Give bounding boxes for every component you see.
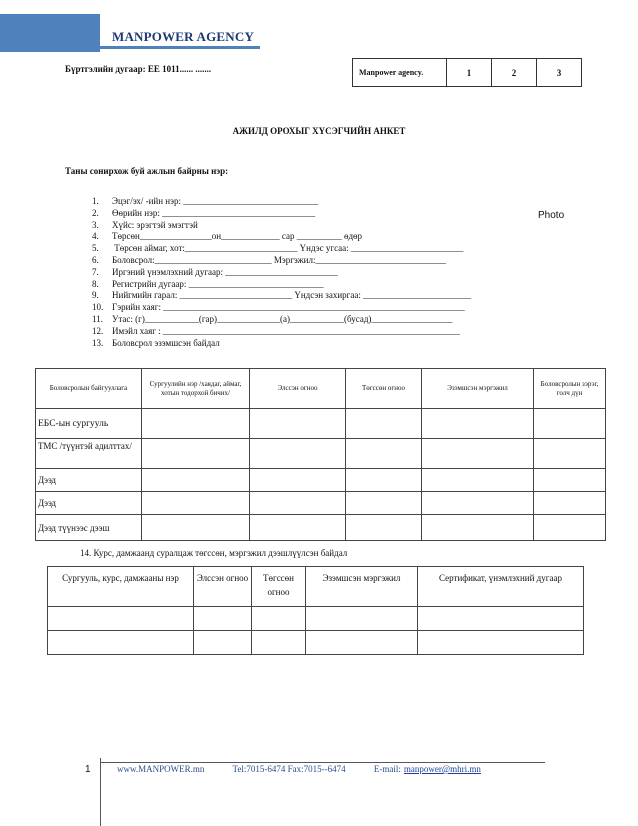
course-header-name: Сургууль, курс, дамжааны нэр xyxy=(48,567,194,607)
course-cell[interactable] xyxy=(194,631,252,655)
edu-row-label: Дээд xyxy=(36,492,142,515)
edu-cell[interactable] xyxy=(346,439,422,469)
agency-name: MANPOWER AGENCY xyxy=(112,29,255,44)
edu-cell[interactable] xyxy=(534,469,606,492)
form-title: АЖИЛД ОРОХЫГ ХҮСЭГЧИЙН АНКЕТ xyxy=(232,126,406,136)
edu-cell[interactable] xyxy=(142,439,250,469)
edu-row-label: Дээд xyxy=(36,469,142,492)
course-cell[interactable] xyxy=(252,631,306,655)
course-header-certificate: Сертификат, үнэмлэхний дугаар xyxy=(418,567,584,607)
field-education-status: 13. Боловсрол эзэмшсэн байдал xyxy=(92,337,220,348)
table-row xyxy=(36,492,606,515)
registration-number: Бүртгэлийн дугаар: ЕЕ 1011...... ....... xyxy=(65,64,212,74)
table-row xyxy=(36,469,606,492)
field-id-card[interactable]: 7. Иргэний үнэмлэхний дугаар: _________________________ xyxy=(92,266,338,277)
edu-header-profession: Эзэмшсэн мэргэжил xyxy=(422,369,534,409)
education-table xyxy=(35,368,606,541)
field-phone[interactable]: 11. Утас: (г)____________(гар)______________(а)____________(бусад)__________________ xyxy=(92,313,453,324)
page-number: 1 xyxy=(85,764,91,775)
edu-cell[interactable] xyxy=(346,409,422,439)
field-gender[interactable]: 3. Хүйс: эрэгтэй эмэгтэй xyxy=(92,219,198,230)
footer-website[interactable]: www.MANPOWER.mn xyxy=(117,764,205,774)
stamp-cell-3: 3 xyxy=(537,59,582,87)
edu-cell[interactable] xyxy=(250,439,346,469)
edu-header-enrolled: Элссэн огноо xyxy=(250,369,346,409)
field-education[interactable]: 6. Боловсрол:__________________________ Мэргэжил:_____________________________ xyxy=(92,254,446,265)
stamp-cell-1: 1 xyxy=(447,59,492,87)
field-social-origin[interactable]: 9. Нийгмийн гарал: _________________________ Үндсэн захиргаа: ________________________ xyxy=(92,290,472,301)
edu-header-school-name: Сургуулийн нэр /хаядаг, аймаг, хотын тодорхой бичих/ xyxy=(142,369,250,409)
field-own-name[interactable]: 2. Өөрийн нэр: __________________________________ xyxy=(92,207,316,218)
courses-table xyxy=(47,566,584,655)
edu-cell[interactable] xyxy=(142,469,250,492)
edu-row-label: Дээд түүнээс дээш xyxy=(36,515,142,541)
edu-cell[interactable] xyxy=(534,492,606,515)
courses-heading: 14. Курс, дамжаанд суралцаж төгссөн, мэргэжил дээшлүүлсэн байдал xyxy=(80,548,348,558)
field-register-number[interactable]: 8. Регистрийн дугаар: ______________________________ xyxy=(92,278,324,289)
edu-cell[interactable] xyxy=(422,492,534,515)
job-interest-label: Таны сонирхож буй ажлын байрны нэр: xyxy=(65,166,229,176)
footer-email-label: E-mail: xyxy=(373,764,401,774)
edu-cell[interactable] xyxy=(250,492,346,515)
edu-row-label: ЕБС-ын сургууль xyxy=(36,409,142,439)
edu-cell[interactable] xyxy=(142,492,250,515)
course-cell[interactable] xyxy=(48,631,194,655)
edu-header-graduated: Төгссөн огноо xyxy=(346,369,422,409)
edu-cell[interactable] xyxy=(346,469,422,492)
footer-divider xyxy=(100,762,545,763)
header-accent-line xyxy=(100,46,260,49)
edu-cell[interactable] xyxy=(250,515,346,541)
edu-cell[interactable] xyxy=(534,409,606,439)
field-birthplace[interactable]: 5. Төрсөн аймаг, хот:_________________________ Үндэс угсаа: _________________________ xyxy=(92,243,464,254)
course-cell[interactable] xyxy=(418,607,584,631)
table-row xyxy=(36,439,606,469)
table-row xyxy=(36,515,606,541)
table-row xyxy=(36,409,606,439)
edu-cell[interactable] xyxy=(142,409,250,439)
stamp-table xyxy=(352,58,582,87)
edu-row-label: ТМС /түүнтэй адилттах/ xyxy=(36,439,142,469)
table-row xyxy=(48,631,584,655)
footer-email-link[interactable]: manpower@mhri.mn xyxy=(403,764,481,774)
field-father-name[interactable]: 1. Эцэг/эх/ -ийн нэр: ______________________________ xyxy=(92,196,319,206)
course-header-graduated: Төгссөн огноо xyxy=(252,567,306,607)
edu-cell[interactable] xyxy=(422,515,534,541)
field-email[interactable]: 12. Имэйл хаяг : __________________________________________________________________ xyxy=(92,325,460,336)
footer-phone: Tel:7015-6474 Fax:7015--6474 xyxy=(232,764,346,774)
edu-cell[interactable] xyxy=(534,439,606,469)
photo-placeholder: Photo xyxy=(538,210,565,221)
edu-cell[interactable] xyxy=(346,515,422,541)
course-cell[interactable] xyxy=(418,631,584,655)
edu-cell[interactable] xyxy=(250,409,346,439)
stamp-cell-2: 2 xyxy=(492,59,537,87)
course-cell[interactable] xyxy=(306,607,418,631)
course-header-enrolled: Элссэн огноо xyxy=(194,567,252,607)
edu-header-institution: Боловсролын байгууллага xyxy=(36,369,142,409)
field-birth-date[interactable]: 4. Төрсөн________________он_____________ сар __________ өдөр xyxy=(92,231,363,242)
course-cell[interactable] xyxy=(252,607,306,631)
edu-cell[interactable] xyxy=(422,409,534,439)
field-home-address[interactable]: 10. Гэрийн хаяг: ___________________________________________________________________ xyxy=(92,302,465,313)
course-cell[interactable] xyxy=(48,607,194,631)
edu-cell[interactable] xyxy=(346,492,422,515)
edu-cell[interactable] xyxy=(422,469,534,492)
table-row xyxy=(48,607,584,631)
edu-cell[interactable] xyxy=(422,439,534,469)
stamp-cell-agency: Manpower agency. xyxy=(353,59,447,87)
edu-header-degree: Боловсролын зэрэг, голч дүн xyxy=(534,369,606,409)
footer-vertical-divider xyxy=(100,758,101,826)
edu-cell[interactable] xyxy=(142,515,250,541)
edu-cell[interactable] xyxy=(534,515,606,541)
course-cell[interactable] xyxy=(306,631,418,655)
edu-cell[interactable] xyxy=(250,469,346,492)
header-accent-block xyxy=(0,14,100,52)
personal-fields-list xyxy=(92,196,471,349)
footer-contact xyxy=(117,764,507,774)
course-header-profession: Эзэмшсэн мэргэжил xyxy=(306,567,418,607)
course-cell[interactable] xyxy=(194,607,252,631)
